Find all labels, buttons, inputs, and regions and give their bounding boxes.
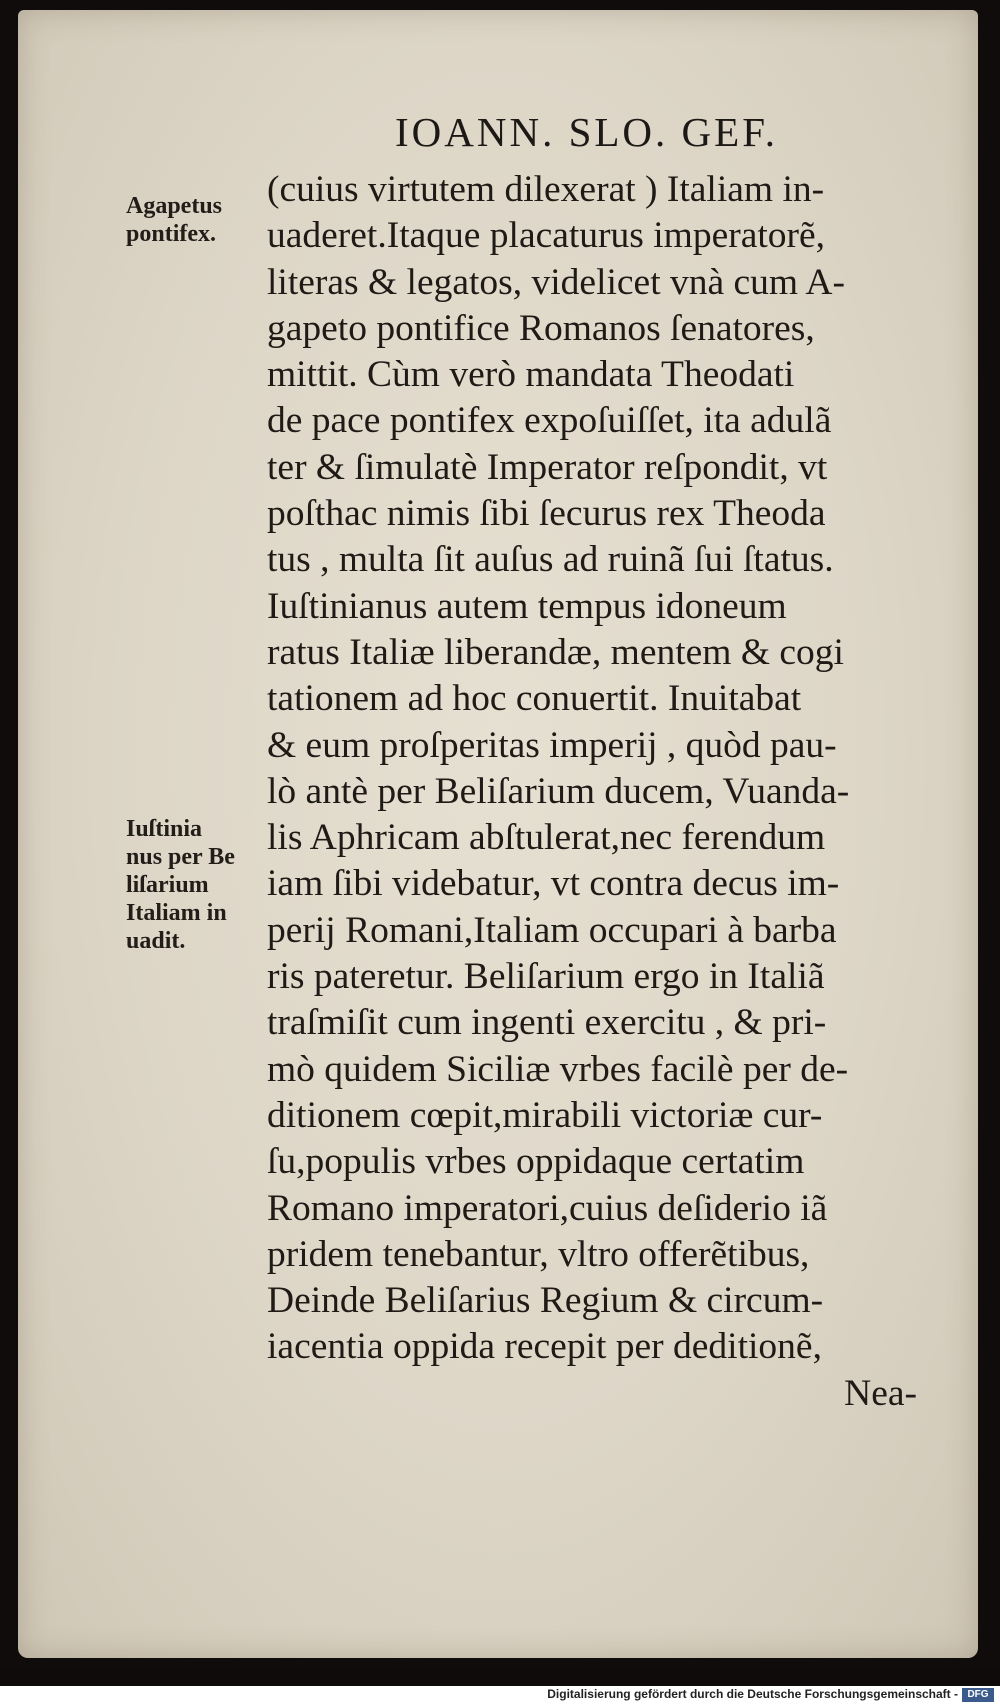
text-line: ris pateretur. Beliſarium ergo in Italiã xyxy=(267,956,825,998)
text-line: ditionem cœpit,mirabili victoriæ cur- xyxy=(267,1094,823,1136)
text-line: Iuſtinianus autem tempus idoneum xyxy=(267,585,787,627)
text-line: Deinde Beliſarius Regium & circum- xyxy=(267,1280,824,1322)
margin-note-iustinianus xyxy=(126,815,276,955)
margin-note-line: liſarium xyxy=(126,872,209,898)
margin-note-agapetus xyxy=(126,192,276,248)
dfg-logo-icon: DFG xyxy=(962,1688,994,1702)
text-line: ſu,populis vrbes oppidaque certatim xyxy=(267,1141,805,1183)
text-line: traſmiſit cum ingenti exercitu , & pri- xyxy=(267,1002,827,1044)
text-line: ratus Italiæ liberandæ, mentem & cogi xyxy=(267,631,844,673)
text-line: iacentia oppida recepit per deditionẽ, xyxy=(267,1326,822,1368)
text-line: lis Aphricam abſtulerat,nec ferendum xyxy=(267,817,826,859)
running-head: IOANN. SLO. GEF. xyxy=(395,109,778,155)
text-line: mittit. Cùm verò mandata Theodati xyxy=(267,354,795,396)
body-text xyxy=(267,167,947,1417)
margin-note-line: Iuſtinia xyxy=(126,816,203,842)
footer-credit: Digitalisierung gefördert durch die Deutsche Forschungsgemeinschaft - xyxy=(547,1687,958,1701)
margin-note-line: Italiam in xyxy=(126,900,227,926)
text-line: uaderet.Itaque placaturus imperatorẽ, xyxy=(267,215,826,257)
text-line: Romano imperatori,cuius deſiderio iã xyxy=(267,1187,828,1229)
text-line: & eum proſperitas imperij , quòd pau- xyxy=(267,724,837,766)
text-line: iam ſibi videbatur, vt contra decus im- xyxy=(267,863,840,905)
text-line: mò quidem Siciliæ vrbes facilè per de- xyxy=(267,1048,849,1090)
margin-note-line: Agapetus xyxy=(126,193,223,219)
margin-note-line: uadit. xyxy=(126,928,186,954)
text-line: pridem tenebantur, vltro offerẽtibus, xyxy=(267,1233,810,1275)
catchword: Nea- xyxy=(844,1372,917,1414)
text-line: perij Romani,Italiam occupari à barba xyxy=(267,909,837,951)
margin-note-line: pontifex. xyxy=(126,221,216,247)
text-line: literas & legatos, videlicet vnà cum A- xyxy=(267,261,845,303)
text-line: (cuius virtutem dilexerat ) Italiam in- xyxy=(267,169,825,210)
text-line: gapeto pontifice Romanos ſenatores, xyxy=(267,307,815,349)
text-line: lò antè per Beliſarium ducem, Vuanda- xyxy=(267,770,850,812)
text-line: tationem ad hoc conuertit. Inuitabat xyxy=(267,678,802,720)
text-line: tus , multa ſit auſus ad ruinã ſui ſtatus. xyxy=(267,539,834,581)
text-line: poſthac nimis ſibi ſecurus rex Theoda xyxy=(267,493,826,535)
margin-note-line: nus per Be xyxy=(126,844,235,870)
text-line: ter & ſimulatè Imperator reſpondit, vt xyxy=(267,446,828,488)
footer-bar xyxy=(0,1686,1000,1704)
text-line: de pace pontifex expoſuiſſet, ita adulã xyxy=(267,400,832,442)
